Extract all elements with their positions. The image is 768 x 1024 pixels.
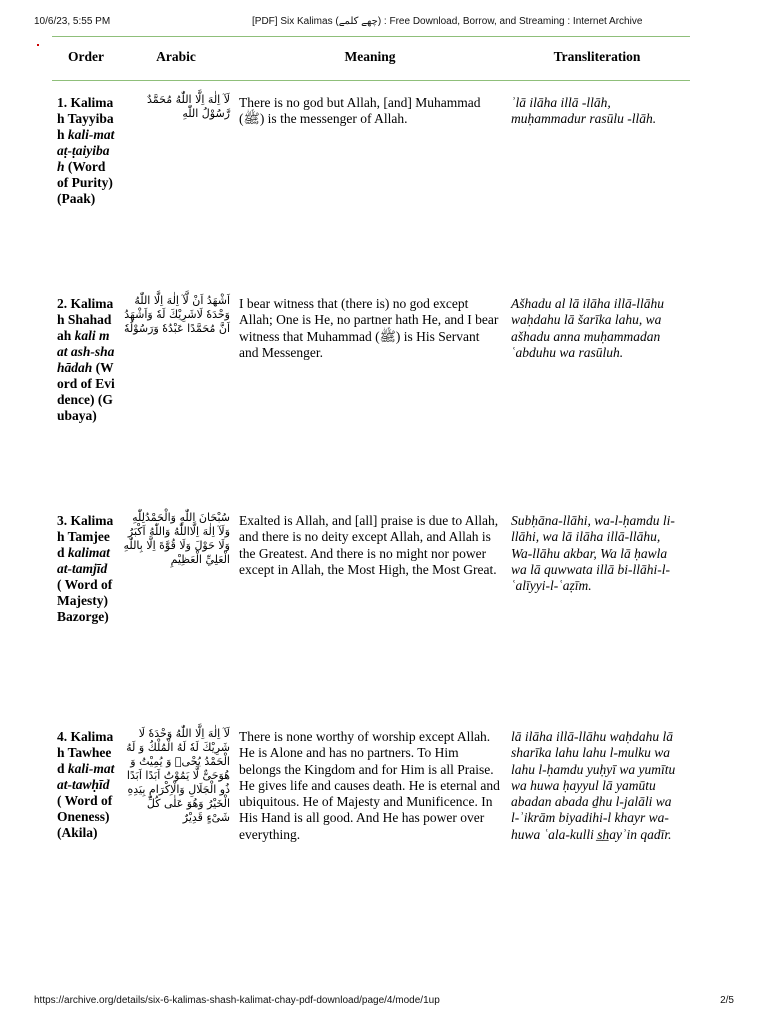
table-row-2-arabic: اَشْهَدُ اَنْ لَّآ اِلٰهَ اِلَّا اللّٰهُ وَحْدَهٗ لَاشَرِيْكَ لَهٗ وَاَشْهَدُ اَنَّ مُحَمَّدًا عَبْدُهٗ وَرَسُوْلُهٗ bbox=[124, 294, 230, 335]
header-order: Order bbox=[68, 49, 104, 64]
table-row-1-meaning: There is no god but Allah, [and] Muhammad (ﷺ) is the messenger of Allah. bbox=[239, 95, 481, 127]
order-label: 1. Kalimah Tayyibah bbox=[57, 95, 114, 142]
print-datetime: 10/6/23, 5:55 PM bbox=[34, 16, 111, 27]
table-row-2-order bbox=[57, 296, 115, 424]
table-row-4-arabic: لَآ اِلٰهَ اِلَّا اللّٰهُ وَحْدَهٗ لَا شَرِيْكَ لَهٗ لَهُ الْمُلْكُ وَ لَهُ الْحَمْدُ يُحْىٖ وَ يُمِيْتُ وَ هُوَحَیٌّ لَّا يَمُوْتُ اَبَدًا اَبَدًا ذُو الْجَلَالِ وَالْاِكْرَامِ بِيَدِهِ الْخَيْرُ وَهُوَ عَلٰى كُلِّ شَیْءٍ قَدِيْرٌ bbox=[126, 727, 230, 824]
order-label: 3. Kalimah Tamjeed bbox=[57, 513, 114, 560]
table-row-4-meaning: There is none worthy of worship except Allah. He is Alone and has no partners. To Him belongs the Kingdom and for Him is all Praise. He gives life and causes death. He is eternal and ubiquitous. He of Majesty and Munificence. In His Hand is all good. And He has power over everything. bbox=[239, 729, 500, 842]
table-top-rule bbox=[52, 36, 690, 37]
print-page-number: 2/5 bbox=[720, 995, 734, 1006]
table-row-3-meaning: Exalted is Allah, and [all] praise is due to Allah, and there is no deity except Allah, and Allah is the Greatest. And there is no might nor power except in Allah, the Most High, the Most Great. bbox=[239, 513, 499, 577]
table-header-rule bbox=[52, 80, 690, 81]
table-row-2-meaning: I bear witness that (there is) no god except Allah; One is He, no partner hath He, and I bear witness that Muhammad (ﷺ) is His Servant and Messenger. bbox=[239, 296, 499, 360]
red-dot-mark bbox=[37, 44, 39, 46]
table-row-1-order bbox=[57, 95, 115, 207]
order-description: ( Word of Majesty) Bazorge) bbox=[57, 577, 113, 624]
print-url: https://archive.org/details/six-6-kalimas-shash-kalimat-chay-pdf-download/page/4/mode/1up bbox=[34, 995, 440, 1006]
header-arabic: Arabic bbox=[156, 49, 196, 64]
order-label: 4. Kalimah Tawheed bbox=[57, 729, 114, 776]
table-row-4-transliteration: lā ilāha illā-llāhu waḥdahu lā sharīka lahu lahu l-mulku wa lahu l-ḥamdu yuḥyī wa yumītu wa huwa ḥayyul lā yamūtu abadan abada ḏhu l-jalāli wa l-ʾikrām biyadihi-l khayr wa-huwa ʿala-kulli s̲h̲ayʾin qadīr. bbox=[511, 729, 676, 842]
order-description: (Word of Evidence) (Gubaya) bbox=[57, 360, 115, 423]
header-transliteration: Transliteration bbox=[553, 49, 641, 64]
order-transliteration: kali-mat at-tawḥīd bbox=[57, 761, 115, 792]
print-page-title: [PDF] Six Kalimas (چھے کلمے) : Free Download, Borrow, and Streaming : Internet Archive bbox=[252, 16, 643, 27]
order-transliteration: kalimat at-tamjīd bbox=[57, 545, 110, 576]
table-row-3-order bbox=[57, 513, 115, 625]
order-description: ( Word of Oneness) (Akila) bbox=[57, 793, 113, 840]
table-row-2-transliteration: Ašhadu al lā ilāha illā-llāhu waḥdahu lā šarīka lahu, wa ašhadu anna muḥammadan ʿabduhu wa rasūluh. bbox=[511, 296, 665, 360]
table-row-3-transliteration: Subḥāna-llāhi, wa-l-ḥamdu li-llāhi, wa lā ilāha illā-llāhu, Wa-llāhu akbar, Wa lā ḥawla wa lā quwwata illā bi-llāhi-l-ʿalīyyi-l-ʿaẓīm. bbox=[511, 513, 675, 594]
print-header bbox=[34, 16, 734, 30]
print-footer bbox=[34, 995, 734, 1009]
table-row-1-transliteration: ʾlā ilāha illā -llāh, muḥammadur rasūlu -llāh. bbox=[511, 95, 657, 127]
header-meaning: Meaning bbox=[344, 49, 396, 64]
order-description: (Word of Purity) (Paak) bbox=[57, 159, 113, 206]
order-transliteration: kali mat ash-shahādah bbox=[57, 328, 115, 375]
order-label: 2. Kalimah Shahadah bbox=[57, 296, 114, 343]
order-transliteration: kali-mat aṭ-ṭaiyibah bbox=[57, 127, 115, 174]
table-row-3-arabic: سُبْحَانَ اللّٰهِ وَالْحَمْدُلِلّٰهِ وَلَآ اِلٰهَ اِلَّااللّٰهُ وَاللّٰهُ اَكْبَرُ وَلَا حَوْلَ وَلَا قُوَّةَ اِلَّا بِاللّٰهِ الْعَلِيِّ الْعَظِيْمِ bbox=[123, 511, 230, 566]
table-row-4-order bbox=[57, 729, 115, 841]
table-row-1-arabic: لَآ اِلٰهَ اِلَّا اللّٰهُ مُحَمَّدٌ رَّسُوْلُ اللّٰهِ bbox=[147, 93, 230, 120]
